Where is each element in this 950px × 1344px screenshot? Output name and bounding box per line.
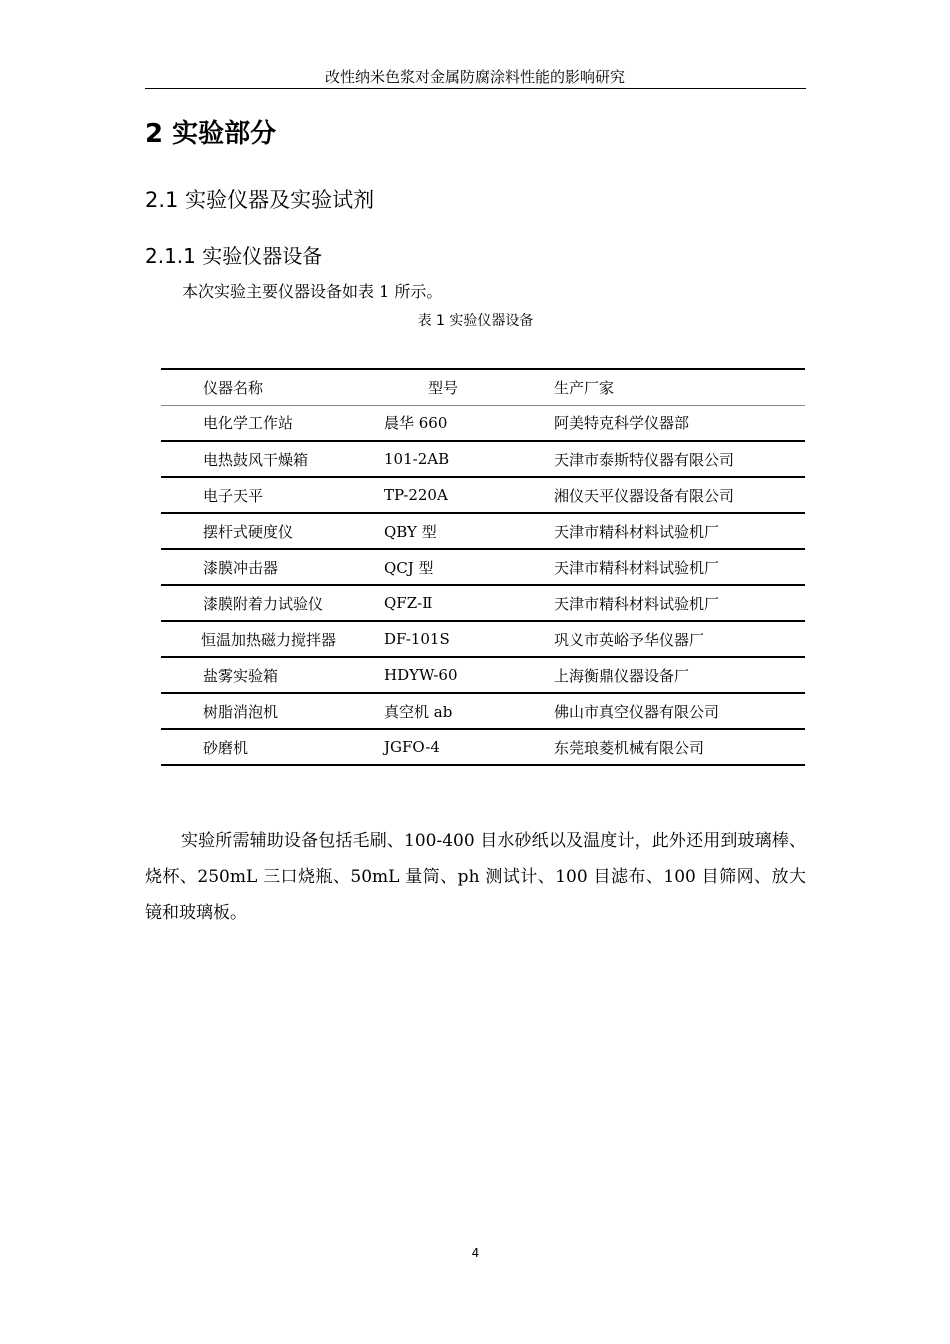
table-row: [161, 477, 805, 513]
table-header-row: [161, 369, 805, 405]
instrument-name: 漆膜冲击器: [203, 558, 279, 577]
table-row: [161, 729, 805, 765]
instrument-name: 电子天平: [203, 486, 264, 505]
table-row: [161, 657, 805, 693]
instrument-model: 晨华 660: [384, 414, 448, 433]
instrument-name: 电化学工作站: [203, 414, 294, 433]
instrument-manufacturer: 巩义市英峪予华仪器厂: [554, 630, 705, 649]
body-paragraph: 实验所需辅助设备包括毛刷、100-400 目水砂纸以及温度计，此外还用到玻璃棒、烧杯、250mL 三口烧瓶、50mL 量筒、ph 测试计、100 目滤布、100 目筛网、放大镜和玻璃板。: [145, 831, 806, 923]
table-row: [161, 621, 805, 657]
instrument-model: DF-101S: [384, 630, 450, 648]
instrument-model: QBY 型: [384, 522, 437, 541]
header-rule: [145, 88, 806, 89]
table-row: [161, 693, 805, 729]
instrument-name: 恒温加热磁力搅拌器: [201, 630, 337, 649]
column-header-model: 型号: [428, 378, 459, 397]
intro-paragraph: 本次实验主要仪器设备如表 1 所示。: [182, 282, 443, 301]
instrument-manufacturer: 天津市泰斯特仪器有限公司: [554, 450, 735, 469]
table-caption: 表 1 实验仪器设备: [417, 313, 534, 329]
instrument-model: HDYW-60: [384, 666, 458, 684]
instrument-manufacturer: 上海衡鼎仪器设备厂: [554, 666, 690, 685]
instrument-name: 摆杆式硬度仪: [203, 522, 294, 541]
table-row: [161, 549, 805, 585]
instrument-manufacturer: 东莞琅菱机械有限公司: [554, 738, 705, 757]
instrument-model: QCJ 型: [384, 558, 434, 577]
instrument-model: QFZ-Ⅱ: [384, 594, 433, 612]
subsection-heading: 2.1 实验仪器及实验试剂: [145, 188, 375, 212]
instrument-manufacturer: 湘仪天平仪器设备有限公司: [554, 486, 735, 505]
instrument-manufacturer: 天津市精科材料试验机厂: [554, 594, 720, 613]
instrument-name: 电热鼓风干燥箱: [203, 450, 309, 469]
instrument-name: 漆膜附着力试验仪: [203, 594, 324, 613]
table-row: [161, 513, 805, 549]
instrument-model: 101-2AB: [384, 450, 450, 468]
instrument-table: [161, 368, 805, 766]
instrument-manufacturer: 天津市精科材料试验机厂: [554, 558, 720, 577]
instrument-manufacturer: 佛山市真空仪器有限公司: [554, 702, 720, 721]
instrument-manufacturer: 天津市精科材料试验机厂: [554, 522, 720, 541]
table-row: [161, 585, 805, 621]
table-row: [161, 441, 805, 477]
running-header: 改性纳米色浆对金属防腐涂料性能的影响研究: [324, 68, 625, 86]
instrument-model: JGFO-4: [384, 738, 440, 756]
instrument-name: 树脂消泡机: [203, 702, 279, 721]
instrument-model: TP-220A: [384, 486, 448, 504]
instrument-name: 砂磨机: [203, 738, 249, 757]
instrument-manufacturer: 阿美特克科学仪器部: [554, 414, 690, 433]
column-header-name: 仪器名称: [203, 378, 264, 397]
instrument-model: 真空机 ab: [384, 702, 453, 721]
subsubsection-heading: 2.1.1 实验仪器设备: [145, 244, 323, 268]
table-row: [161, 405, 805, 441]
page-number: 4: [471, 1246, 480, 1260]
column-header-manufacturer: 生产厂家: [554, 378, 615, 397]
section-heading: 2 实验部分: [145, 119, 277, 149]
instrument-name: 盐雾实验箱: [203, 666, 279, 685]
